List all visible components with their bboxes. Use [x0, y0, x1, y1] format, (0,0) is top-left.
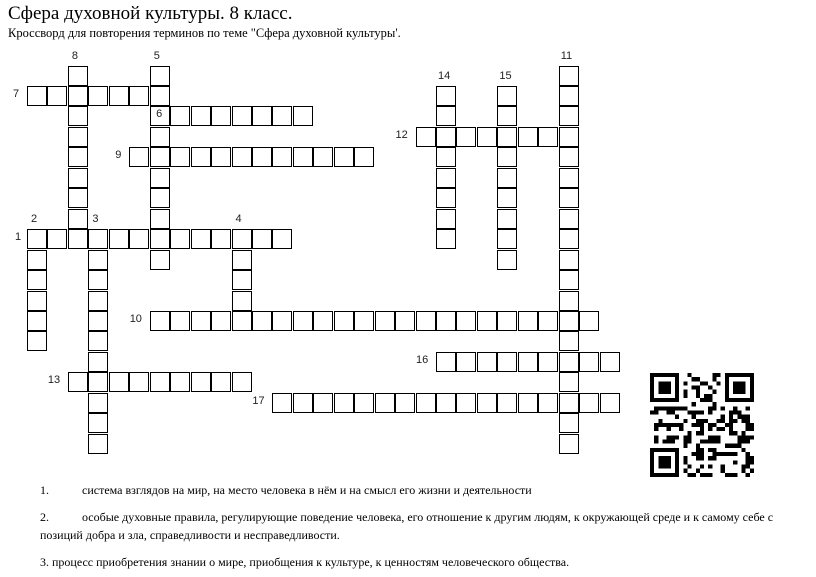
- crossword-cell[interactable]: [232, 291, 252, 311]
- crossword-cell[interactable]: [497, 188, 517, 208]
- clue-number-16: 16: [416, 353, 429, 366]
- crossword-cell[interactable]: [211, 372, 231, 392]
- crossword-cell[interactable]: [436, 393, 456, 413]
- crossword-cell[interactable]: [456, 311, 476, 331]
- crossword-cell[interactable]: [47, 229, 67, 249]
- crossword-cell[interactable]: [170, 229, 190, 249]
- clue-number-15: 15: [499, 70, 512, 82]
- crossword-cell[interactable]: [211, 229, 231, 249]
- crossword-cell[interactable]: [252, 147, 272, 167]
- qr-code-icon: [650, 373, 754, 477]
- clue-number: 2.: [40, 510, 49, 524]
- crossword-cell[interactable]: [191, 229, 211, 249]
- crossword-cell[interactable]: [559, 66, 579, 86]
- crossword-cell[interactable]: [600, 352, 620, 372]
- crossword-cell[interactable]: [27, 270, 47, 290]
- crossword-cell[interactable]: [497, 311, 517, 331]
- crossword-cell[interactable]: [88, 393, 108, 413]
- crossword-cell[interactable]: [150, 372, 170, 392]
- clue-number-13: 13: [47, 374, 61, 387]
- crossword-cell[interactable]: [436, 229, 456, 249]
- crossword-cell[interactable]: [129, 229, 149, 249]
- crossword-cell[interactable]: [232, 270, 252, 290]
- crossword-cell[interactable]: [559, 372, 579, 392]
- crossword-cell[interactable]: [497, 168, 517, 188]
- clue-number-4: 4: [235, 213, 242, 226]
- clue-number-8: 8: [71, 49, 79, 62]
- crossword-cell[interactable]: [559, 413, 579, 433]
- crossword-cell[interactable]: [579, 393, 599, 413]
- crossword-cell[interactable]: [27, 229, 47, 249]
- crossword-cell[interactable]: [27, 331, 47, 351]
- crossword-cell[interactable]: [27, 250, 47, 270]
- clue-number-7: 7: [13, 88, 20, 100]
- crossword-cell[interactable]: [27, 291, 47, 311]
- crossword-cell[interactable]: [150, 168, 170, 188]
- crossword-cell[interactable]: [559, 147, 579, 167]
- crossword-cell[interactable]: [559, 188, 579, 208]
- crossword-cell[interactable]: [27, 311, 47, 331]
- crossword-cell[interactable]: [150, 188, 170, 208]
- crossword-cell[interactable]: [150, 127, 170, 147]
- crossword-cell[interactable]: [497, 86, 517, 106]
- crossword-cell[interactable]: [272, 393, 292, 413]
- clue-number-5: 5: [153, 49, 160, 62]
- crossword-cell[interactable]: [436, 147, 456, 167]
- clue-number-14: 14: [438, 70, 451, 82]
- crossword-cell[interactable]: [497, 147, 517, 167]
- crossword-cell[interactable]: [150, 66, 170, 86]
- crossword-cell[interactable]: [559, 393, 579, 413]
- crossword-cell[interactable]: [559, 106, 579, 126]
- crossword-cell[interactable]: [456, 352, 476, 372]
- crossword-cell[interactable]: [559, 311, 579, 331]
- crossword-cell[interactable]: [88, 291, 108, 311]
- crossword-cell[interactable]: [559, 209, 579, 229]
- crossword-cell[interactable]: [293, 311, 313, 331]
- crossword-cell[interactable]: [477, 393, 497, 413]
- crossword-cell[interactable]: [497, 250, 517, 270]
- crossword-cell[interactable]: [88, 250, 108, 270]
- clue-text: 3. процесс приобретения знании о мире, приобщения к культуре, к ценностям человеческого общества.: [40, 555, 570, 569]
- crossword-cell[interactable]: [252, 229, 272, 249]
- crossword-cell[interactable]: [232, 147, 252, 167]
- crossword-cell[interactable]: [88, 331, 108, 351]
- crossword-cell[interactable]: [559, 250, 579, 270]
- crossword-cell[interactable]: [88, 270, 108, 290]
- crossword-cell[interactable]: [232, 250, 252, 270]
- crossword-cell[interactable]: [88, 413, 108, 433]
- crossword-cell[interactable]: [416, 311, 436, 331]
- crossword-cell[interactable]: [477, 352, 497, 372]
- crossword-cell[interactable]: [497, 393, 517, 413]
- crossword-cell[interactable]: [559, 434, 579, 454]
- crossword-cell[interactable]: [416, 393, 436, 413]
- crossword-cell[interactable]: [88, 352, 108, 372]
- crossword-cell[interactable]: [88, 229, 108, 249]
- crossword-cell[interactable]: [150, 229, 170, 249]
- crossword-cell[interactable]: [456, 127, 476, 147]
- crossword-cell[interactable]: [559, 291, 579, 311]
- crossword-cell[interactable]: [456, 393, 476, 413]
- crossword-cell[interactable]: [497, 106, 517, 126]
- crossword-cell[interactable]: [68, 229, 88, 249]
- crossword-cell[interactable]: [436, 86, 456, 106]
- crossword-cell[interactable]: [559, 127, 579, 147]
- crossword-cell[interactable]: [313, 393, 333, 413]
- clue-number-6: 6: [156, 108, 163, 121]
- crossword-cell[interactable]: [559, 86, 579, 106]
- clue-number-12: 12: [395, 128, 408, 141]
- crossword-cell[interactable]: [538, 352, 558, 372]
- crossword-cell[interactable]: [47, 86, 67, 106]
- crossword-cell[interactable]: [68, 106, 88, 126]
- crossword-cell[interactable]: [129, 372, 149, 392]
- crossword-cell[interactable]: [252, 311, 272, 331]
- crossword-cell[interactable]: [518, 311, 538, 331]
- crossword-cell[interactable]: [150, 86, 170, 106]
- clue-2: [40, 510, 773, 525]
- crossword-cell[interactable]: [293, 393, 313, 413]
- crossword-cell[interactable]: [497, 127, 517, 147]
- clue-2-continuation: [40, 528, 340, 543]
- crossword-cell[interactable]: [293, 147, 313, 167]
- crossword-cell[interactable]: [68, 66, 88, 86]
- crossword-cell[interactable]: [395, 311, 415, 331]
- crossword-cell[interactable]: [559, 168, 579, 188]
- crossword-cell[interactable]: [68, 372, 88, 392]
- clue-3: [40, 555, 569, 570]
- crossword-cell[interactable]: [109, 372, 129, 392]
- page-title: Сфера духовной культуры. 8 класс.: [8, 3, 293, 24]
- crossword-cell[interactable]: [68, 209, 88, 229]
- crossword-cell[interactable]: [477, 311, 497, 331]
- crossword-cell[interactable]: [538, 127, 558, 147]
- crossword-cell[interactable]: [538, 393, 558, 413]
- crossword-cell[interactable]: [436, 106, 456, 126]
- crossword-cell[interactable]: [150, 311, 170, 331]
- crossword-cell[interactable]: [497, 209, 517, 229]
- crossword-cell[interactable]: [88, 86, 108, 106]
- crossword-cell[interactable]: [436, 188, 456, 208]
- crossword-cell[interactable]: [109, 86, 129, 106]
- crossword-cell[interactable]: [191, 106, 211, 126]
- crossword-cell[interactable]: [375, 311, 395, 331]
- crossword-cell[interactable]: [68, 188, 88, 208]
- crossword-cell[interactable]: [436, 127, 456, 147]
- crossword-cell[interactable]: [313, 147, 333, 167]
- clue-text: система взглядов на мир, на место человека в нём и на смысл его жизни и деятельности: [82, 483, 532, 497]
- crossword-cell[interactable]: [538, 311, 558, 331]
- crossword-cell[interactable]: [293, 106, 313, 126]
- crossword-cell[interactable]: [334, 311, 354, 331]
- crossword-cell[interactable]: [354, 311, 374, 331]
- crossword-cell[interactable]: [579, 311, 599, 331]
- crossword-cell[interactable]: [211, 311, 231, 331]
- crossword-cell[interactable]: [559, 331, 579, 351]
- crossword-cell[interactable]: [88, 372, 108, 392]
- clue-text: особые духовные правила, регулирующие поведение человека, его отношение к другим людям, к окружающей среде и к самому себе с: [82, 510, 774, 524]
- crossword-cell[interactable]: [211, 106, 231, 126]
- crossword-cell[interactable]: [232, 372, 252, 392]
- crossword-cell[interactable]: [232, 229, 252, 249]
- crossword-cell[interactable]: [518, 352, 538, 372]
- crossword-cell[interactable]: [579, 352, 599, 372]
- crossword-cell[interactable]: [150, 147, 170, 167]
- crossword-cell[interactable]: [150, 209, 170, 229]
- crossword-cell[interactable]: [170, 372, 190, 392]
- crossword-cell[interactable]: [518, 127, 538, 147]
- clue-number: 1.: [40, 483, 49, 497]
- crossword-cell[interactable]: [375, 393, 395, 413]
- crossword-cell[interactable]: [129, 147, 149, 167]
- clue-text: позиций добра и зла, справедливости и несправедливости.: [40, 528, 340, 542]
- crossword-cell[interactable]: [497, 352, 517, 372]
- crossword-cell[interactable]: [191, 372, 211, 392]
- crossword-cell[interactable]: [559, 352, 579, 372]
- page-subtitle: Кроссворд для повторения терминов по теме "Сфера духовной культуры'.: [8, 26, 401, 40]
- crossword-cell[interactable]: [170, 147, 190, 167]
- crossword-cell[interactable]: [129, 86, 149, 106]
- clue-number-17: 17: [252, 394, 265, 407]
- crossword-cell[interactable]: [436, 352, 456, 372]
- crossword-cell[interactable]: [170, 106, 190, 126]
- crossword-cell[interactable]: [191, 147, 211, 167]
- crossword-cell[interactable]: [272, 311, 292, 331]
- crossword-cell[interactable]: [354, 393, 374, 413]
- crossword-cell[interactable]: [416, 127, 436, 147]
- crossword-cell[interactable]: [436, 209, 456, 229]
- crossword-cell[interactable]: [170, 311, 190, 331]
- crossword-cell[interactable]: [334, 147, 354, 167]
- crossword-cell[interactable]: [68, 168, 88, 188]
- clue-number-10: 10: [129, 312, 142, 325]
- crossword-cell[interactable]: [232, 106, 252, 126]
- crossword-cell[interactable]: [272, 147, 292, 167]
- crossword-cell[interactable]: [272, 229, 292, 249]
- clue-number-3: 3: [92, 213, 99, 226]
- crossword-cell[interactable]: [150, 250, 170, 270]
- crossword-cell[interactable]: [334, 393, 354, 413]
- crossword-cell[interactable]: [272, 106, 292, 126]
- clue-number-11: 11: [560, 49, 573, 62]
- crossword-cell[interactable]: [252, 106, 272, 126]
- crossword-cell[interactable]: [497, 229, 517, 249]
- crossword-cell[interactable]: [68, 147, 88, 167]
- crossword-cell[interactable]: [477, 127, 497, 147]
- clue-number-9: 9: [115, 149, 122, 162]
- crossword-cell[interactable]: [68, 86, 88, 106]
- crossword-cell[interactable]: [232, 311, 252, 331]
- crossword-cell[interactable]: [68, 127, 88, 147]
- crossword-cell[interactable]: [354, 147, 374, 167]
- crossword-cell[interactable]: [559, 229, 579, 249]
- crossword-cell[interactable]: [436, 168, 456, 188]
- clue-1: [40, 483, 532, 498]
- crossword-cell[interactable]: [88, 311, 108, 331]
- crossword-cell[interactable]: [559, 270, 579, 290]
- clue-number-2: 2: [31, 213, 38, 226]
- crossword-cell[interactable]: [518, 393, 538, 413]
- crossword-cell[interactable]: [211, 147, 231, 167]
- crossword-cell[interactable]: [395, 393, 415, 413]
- crossword-cell[interactable]: [600, 393, 620, 413]
- crossword-cell[interactable]: [191, 311, 211, 331]
- crossword-cell[interactable]: [313, 311, 333, 331]
- crossword-cell[interactable]: [109, 229, 129, 249]
- crossword-cell[interactable]: [27, 86, 47, 106]
- clue-number-1: 1: [15, 231, 22, 244]
- crossword-cell[interactable]: [88, 434, 108, 454]
- crossword-cell[interactable]: [436, 311, 456, 331]
